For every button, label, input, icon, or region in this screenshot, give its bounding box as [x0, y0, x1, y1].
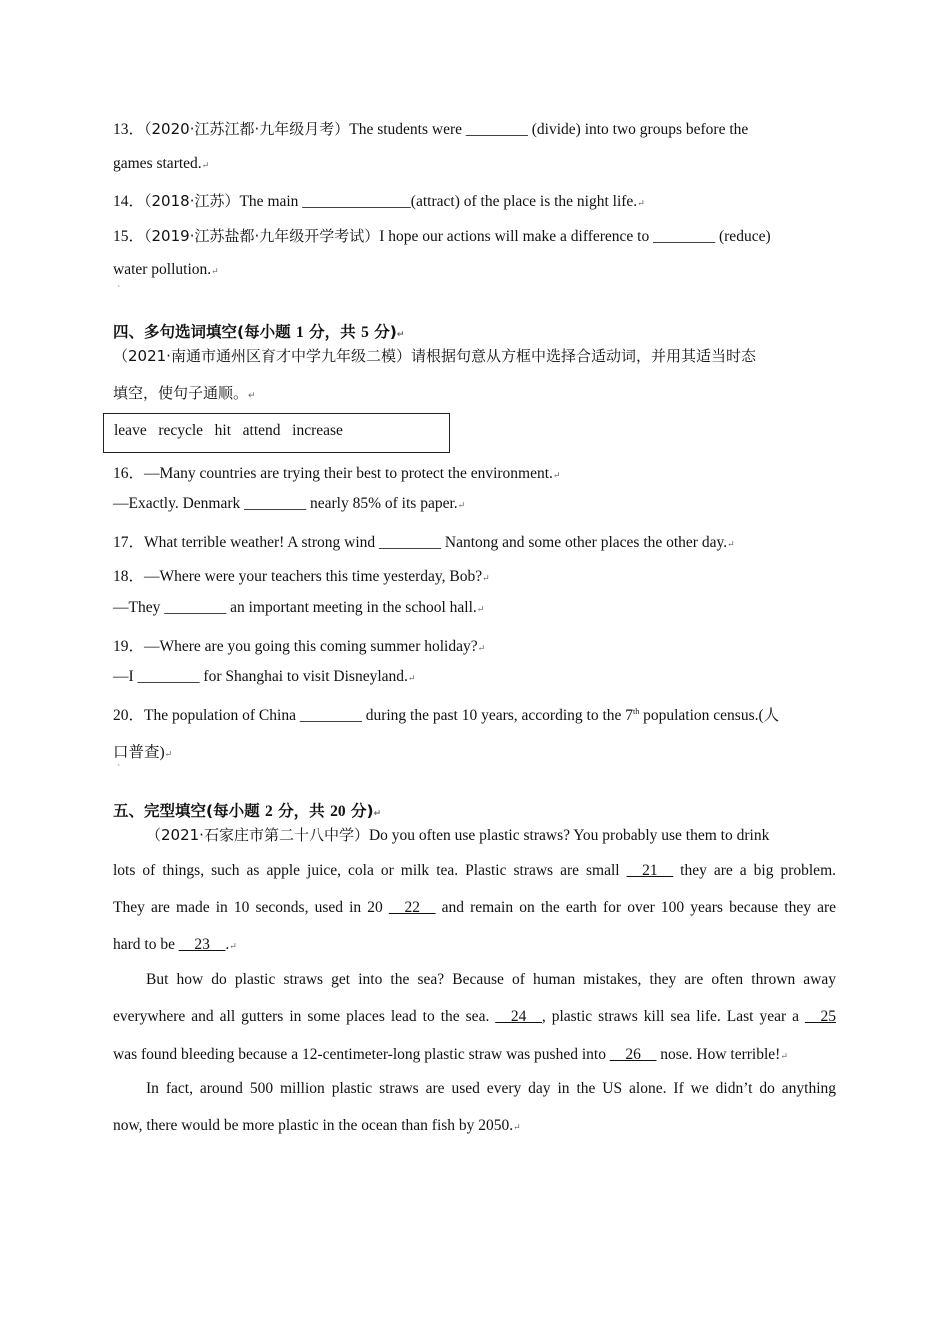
- question-source: （2019·江苏盐都·九年级开学考试）: [144, 227, 380, 245]
- blank-23: __23__: [178, 936, 226, 953]
- passage-p2-line1: But how do plastic straws get into the sea? Because of human mistakes, they are often thrown away: [146, 971, 836, 988]
- paragraph-mark: ˋ: [117, 764, 121, 775]
- question-15: 15．（2019·江苏盐都·九年级开学考试）I hope our actions will make a difference to ________ (reduce): [113, 227, 771, 245]
- question-15-cont: water pollution.↵: [113, 261, 219, 278]
- passage-p3-line1: In fact, around 500 million plastic straws are used every day in the US alone. If we didn’t do anything: [146, 1080, 836, 1097]
- section-4-title: 四、多句选词填空(每小题 1 分，共 5 分)↵: [113, 323, 405, 341]
- question-18: 18．—Where were your teachers this time yesterday, Bob?↵: [113, 568, 490, 585]
- passage-p1-line3: They are made in 10 seconds, used in 20 __22__ and remain on the earth for over 100 years because they are: [113, 899, 836, 916]
- word-box: [103, 413, 450, 453]
- passage-source: （2021·石家庄市第二十八中学）: [146, 826, 369, 844]
- question-19: 19．—Where are you going this coming summer holiday?↵: [113, 638, 486, 655]
- section-4-intro-cont: 填空，使句子通顺。↵: [113, 384, 256, 402]
- question-20: 20．The population of China ________ during the past 10 years, according to the 7th population census.(人: [113, 706, 780, 724]
- passage-p1-line2: lots of things, such as apple juice, cola or milk tea. Plastic straws are small __21__ they are a big problem.: [113, 862, 836, 879]
- question-source: （2020·江苏江都·九年级月考）: [144, 120, 350, 138]
- paragraph-mark: ˋ: [117, 285, 121, 296]
- blank-22: __22__: [388, 899, 436, 916]
- question-18-reply: —They ________ an important meeting in the school hall.↵: [113, 599, 485, 616]
- section-5-title: 五、完型填空(每小题 2 分，共 20 分)↵: [113, 802, 382, 820]
- question-16: 16．—Many countries are trying their best to protect the environment.↵: [113, 465, 561, 482]
- section-4-intro: （2021·南通市通州区育才中学九年级二模）请根据句意从方框中选择合适动词，并用其适当时态: [113, 347, 756, 365]
- passage-p2-line3: was found bleeding because a 12-centimeter-long plastic straw was pushed into __26__ nose. How terrible!↵: [113, 1046, 788, 1063]
- question-13: 13．（2020·江苏江都·九年级月考）The students were ________ (divide) into two groups before the: [113, 120, 749, 138]
- passage-p1-line1: （2021·石家庄市第二十八中学）Do you often use plastic straws? You probably use them to drink: [146, 826, 770, 844]
- passage-p1-line4: hard to be __23__.↵: [113, 936, 237, 953]
- blank-21: __21__: [626, 862, 674, 879]
- question-19-reply: —I ________ for Shanghai to visit Disneyland.↵: [113, 668, 416, 685]
- question-16-reply: —Exactly. Denmark ________ nearly 85% of its paper.↵: [113, 495, 466, 512]
- word-box-words: leave recycle hit attend increase: [114, 422, 343, 439]
- question-20-cont: 口普查)↵: [113, 744, 173, 761]
- question-13-cont: games started.↵: [113, 155, 210, 172]
- question-source: （2018·江苏）: [144, 192, 240, 210]
- blank-25: __25: [805, 1008, 836, 1025]
- question-17: 17．What terrible weather! A strong wind ________ Nantong and some other places the other day.↵: [113, 534, 735, 551]
- blank-24: __24__: [495, 1008, 542, 1025]
- passage-p3-line2: now, there would be more plastic in the ocean than fish by 2050.↵: [113, 1117, 521, 1134]
- passage-p2-line2: everywhere and all gutters in some places lead to the sea. __24__, plastic straws kill sea life. Last year a __25: [113, 1008, 836, 1025]
- blank-26: __26__: [609, 1046, 657, 1063]
- question-14: 14．（2018·江苏）The main ______________(attract) of the place is the night life.↵: [113, 192, 645, 210]
